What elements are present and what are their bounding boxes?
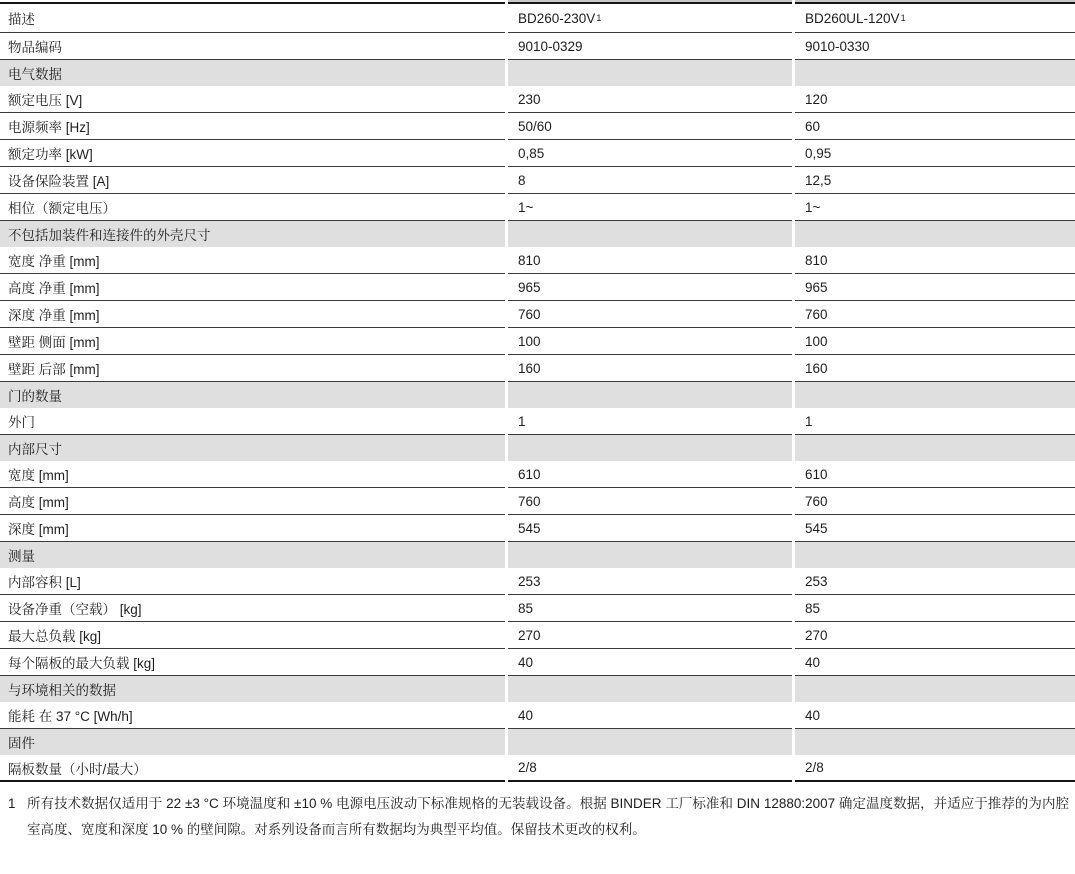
section-filler-cell <box>508 676 792 702</box>
table-row <box>0 86 1075 113</box>
section-title: 不包括加装件和连接件的外壳尺寸 <box>0 221 505 247</box>
section-filler-cell <box>508 542 792 568</box>
spec-value-cell: 2/8 <box>508 755 792 782</box>
spec-value-cell: 100 <box>795 328 1075 355</box>
spec-label-cell: 高度 净重 [mm] <box>0 274 505 301</box>
section-filler-cell <box>795 382 1075 408</box>
spec-value-cell: 760 <box>508 301 792 328</box>
section-filler-cell <box>508 729 792 755</box>
table-row <box>0 247 1075 274</box>
description-header-label: 描述 <box>8 12 35 27</box>
footnote <box>0 791 1075 843</box>
spec-value-cell: 610 <box>508 461 792 488</box>
spec-label-cell: 每个隔板的最大负载 [kg] <box>0 649 505 676</box>
spec-value-cell: 40 <box>508 702 792 729</box>
spec-value-cell: 253 <box>795 568 1075 595</box>
table-row <box>0 461 1075 488</box>
spec-value-cell: 810 <box>508 247 792 274</box>
spec-value-cell: 100 <box>508 328 792 355</box>
spec-label-cell: 设备净重（空载） [kg] <box>0 595 505 622</box>
spec-value-cell: 545 <box>795 515 1075 542</box>
table-row <box>0 167 1075 194</box>
section-filler-cell <box>795 221 1075 247</box>
spec-value-cell: 2/8 <box>795 755 1075 782</box>
section-filler-cell <box>508 435 792 461</box>
spec-value-cell: 40 <box>795 702 1075 729</box>
section-filler-cell <box>508 221 792 247</box>
spec-value-cell: 1~ <box>508 194 792 221</box>
section-title: 内部尺寸 <box>0 435 505 461</box>
spec-label-cell: 深度 净重 [mm] <box>0 301 505 328</box>
section-header-row <box>0 435 1075 461</box>
table-body <box>0 33 1075 782</box>
section-filler-cell <box>795 542 1075 568</box>
spec-label-cell: 深度 [mm] <box>0 515 505 542</box>
section-filler-cell <box>795 729 1075 755</box>
spec-value-cell: 85 <box>508 595 792 622</box>
spec-label-cell: 物品编码 <box>0 33 505 60</box>
table-row <box>0 515 1075 542</box>
spec-value-cell: 12,5 <box>795 167 1075 194</box>
section-header-row <box>0 382 1075 408</box>
table-row <box>0 301 1075 328</box>
section-filler-cell <box>508 60 792 86</box>
spec-value-cell: 160 <box>508 355 792 382</box>
spec-value-cell: 965 <box>508 274 792 301</box>
table-row <box>0 355 1075 382</box>
spec-value-cell: 545 <box>508 515 792 542</box>
spec-label-cell: 能耗 在 37 °C [Wh/h] <box>0 702 505 729</box>
spec-value-cell: 9010-0329 <box>508 33 792 60</box>
spec-label-cell: 内部容积 [L] <box>0 568 505 595</box>
section-header-row <box>0 221 1075 247</box>
section-title: 固件 <box>0 729 505 755</box>
spec-label-cell: 相位（额定电压） <box>0 194 505 221</box>
table-row <box>0 568 1075 595</box>
spec-value-cell: 253 <box>508 568 792 595</box>
section-title: 测量 <box>0 542 505 568</box>
section-header-row <box>0 729 1075 755</box>
footnote-marker: 1 <box>8 796 16 811</box>
spec-value-cell: 40 <box>508 649 792 676</box>
spec-label-cell: 额定功率 [kW] <box>0 140 505 167</box>
spec-value-cell: 1 <box>508 408 792 435</box>
spec-value-cell: 1 <box>795 408 1075 435</box>
section-filler-cell <box>795 676 1075 702</box>
spec-value-cell: 0,95 <box>795 140 1075 167</box>
section-title: 门的数量 <box>0 382 505 408</box>
spec-label-cell: 额定电压 [V] <box>0 86 505 113</box>
spec-value-cell: 60 <box>795 113 1075 140</box>
spec-label-cell: 壁距 侧面 [mm] <box>0 328 505 355</box>
spec-value-cell: 85 <box>795 595 1075 622</box>
spec-value-cell: 760 <box>795 301 1075 328</box>
product-column-header-1: BD260-230V 1 <box>508 2 792 33</box>
spec-label-cell: 高度 [mm] <box>0 488 505 515</box>
spec-label-cell: 外门 <box>0 408 505 435</box>
spec-value-cell: 1~ <box>795 194 1075 221</box>
product-name: BD260UL-120V <box>805 10 900 26</box>
section-header-row <box>0 676 1075 702</box>
table-row <box>0 488 1075 515</box>
spec-value-cell: 160 <box>795 355 1075 382</box>
section-header-row <box>0 60 1075 86</box>
description-header-cell <box>0 2 505 33</box>
table-row <box>0 755 1075 782</box>
section-title: 电气数据 <box>0 60 505 86</box>
spec-value-cell: 760 <box>508 488 792 515</box>
spec-label-cell: 电源频率 [Hz] <box>0 113 505 140</box>
table-row <box>0 328 1075 355</box>
spec-value-cell: 610 <box>795 461 1075 488</box>
table-row <box>0 194 1075 221</box>
spec-value-cell: 0,85 <box>508 140 792 167</box>
spec-label-cell: 设备保险装置 [A] <box>0 167 505 194</box>
spec-label-cell: 隔板数量（小时/最大） <box>0 755 505 782</box>
table-row <box>0 649 1075 676</box>
table-header-row <box>0 2 1075 33</box>
table-row <box>0 595 1075 622</box>
footnote-text: 所有技术数据仅适用于 22 ±3 °C 环境温度和 ±10 % 电源电压波动下标准规格的无装载设备。根据 BINDER 工厂标准和 DIN 12880:2007 确定温度数据，并适应于推荐的为内腔室高度、宽度和深度 10 % 的壁间隙。对系列设备而言所有数据均为典型平均值。保留技术更改的权利。 <box>27 796 1069 837</box>
spec-value-cell: 270 <box>795 622 1075 649</box>
spec-label-cell: 宽度 [mm] <box>0 461 505 488</box>
spec-value-cell: 120 <box>795 86 1075 113</box>
spec-label-cell: 宽度 净重 [mm] <box>0 247 505 274</box>
table-row <box>0 274 1075 301</box>
spec-value-cell: 8 <box>508 167 792 194</box>
spec-value-cell: 50/60 <box>508 113 792 140</box>
section-title: 与环境相关的数据 <box>0 676 505 702</box>
section-filler-cell <box>508 382 792 408</box>
table-row <box>0 622 1075 649</box>
spec-label-cell: 壁距 后部 [mm] <box>0 355 505 382</box>
section-filler-cell <box>795 435 1075 461</box>
product-name: BD260-230V <box>518 10 596 26</box>
table-row <box>0 33 1075 60</box>
spec-value-cell: 9010-0330 <box>795 33 1075 60</box>
spec-value-cell: 270 <box>508 622 792 649</box>
section-filler-cell <box>795 60 1075 86</box>
section-header-row <box>0 542 1075 568</box>
spec-value-cell: 965 <box>795 274 1075 301</box>
table-row <box>0 140 1075 167</box>
spec-value-cell: 230 <box>508 86 792 113</box>
spec-value-cell: 40 <box>795 649 1075 676</box>
table-row <box>0 702 1075 729</box>
spec-value-cell: 760 <box>795 488 1075 515</box>
spec-label-cell: 最大总负载 [kg] <box>0 622 505 649</box>
spec-value-cell: 810 <box>795 247 1075 274</box>
product-column-header-2: BD260UL-120V 1 <box>795 2 1075 33</box>
table-row <box>0 113 1075 140</box>
table-row <box>0 408 1075 435</box>
